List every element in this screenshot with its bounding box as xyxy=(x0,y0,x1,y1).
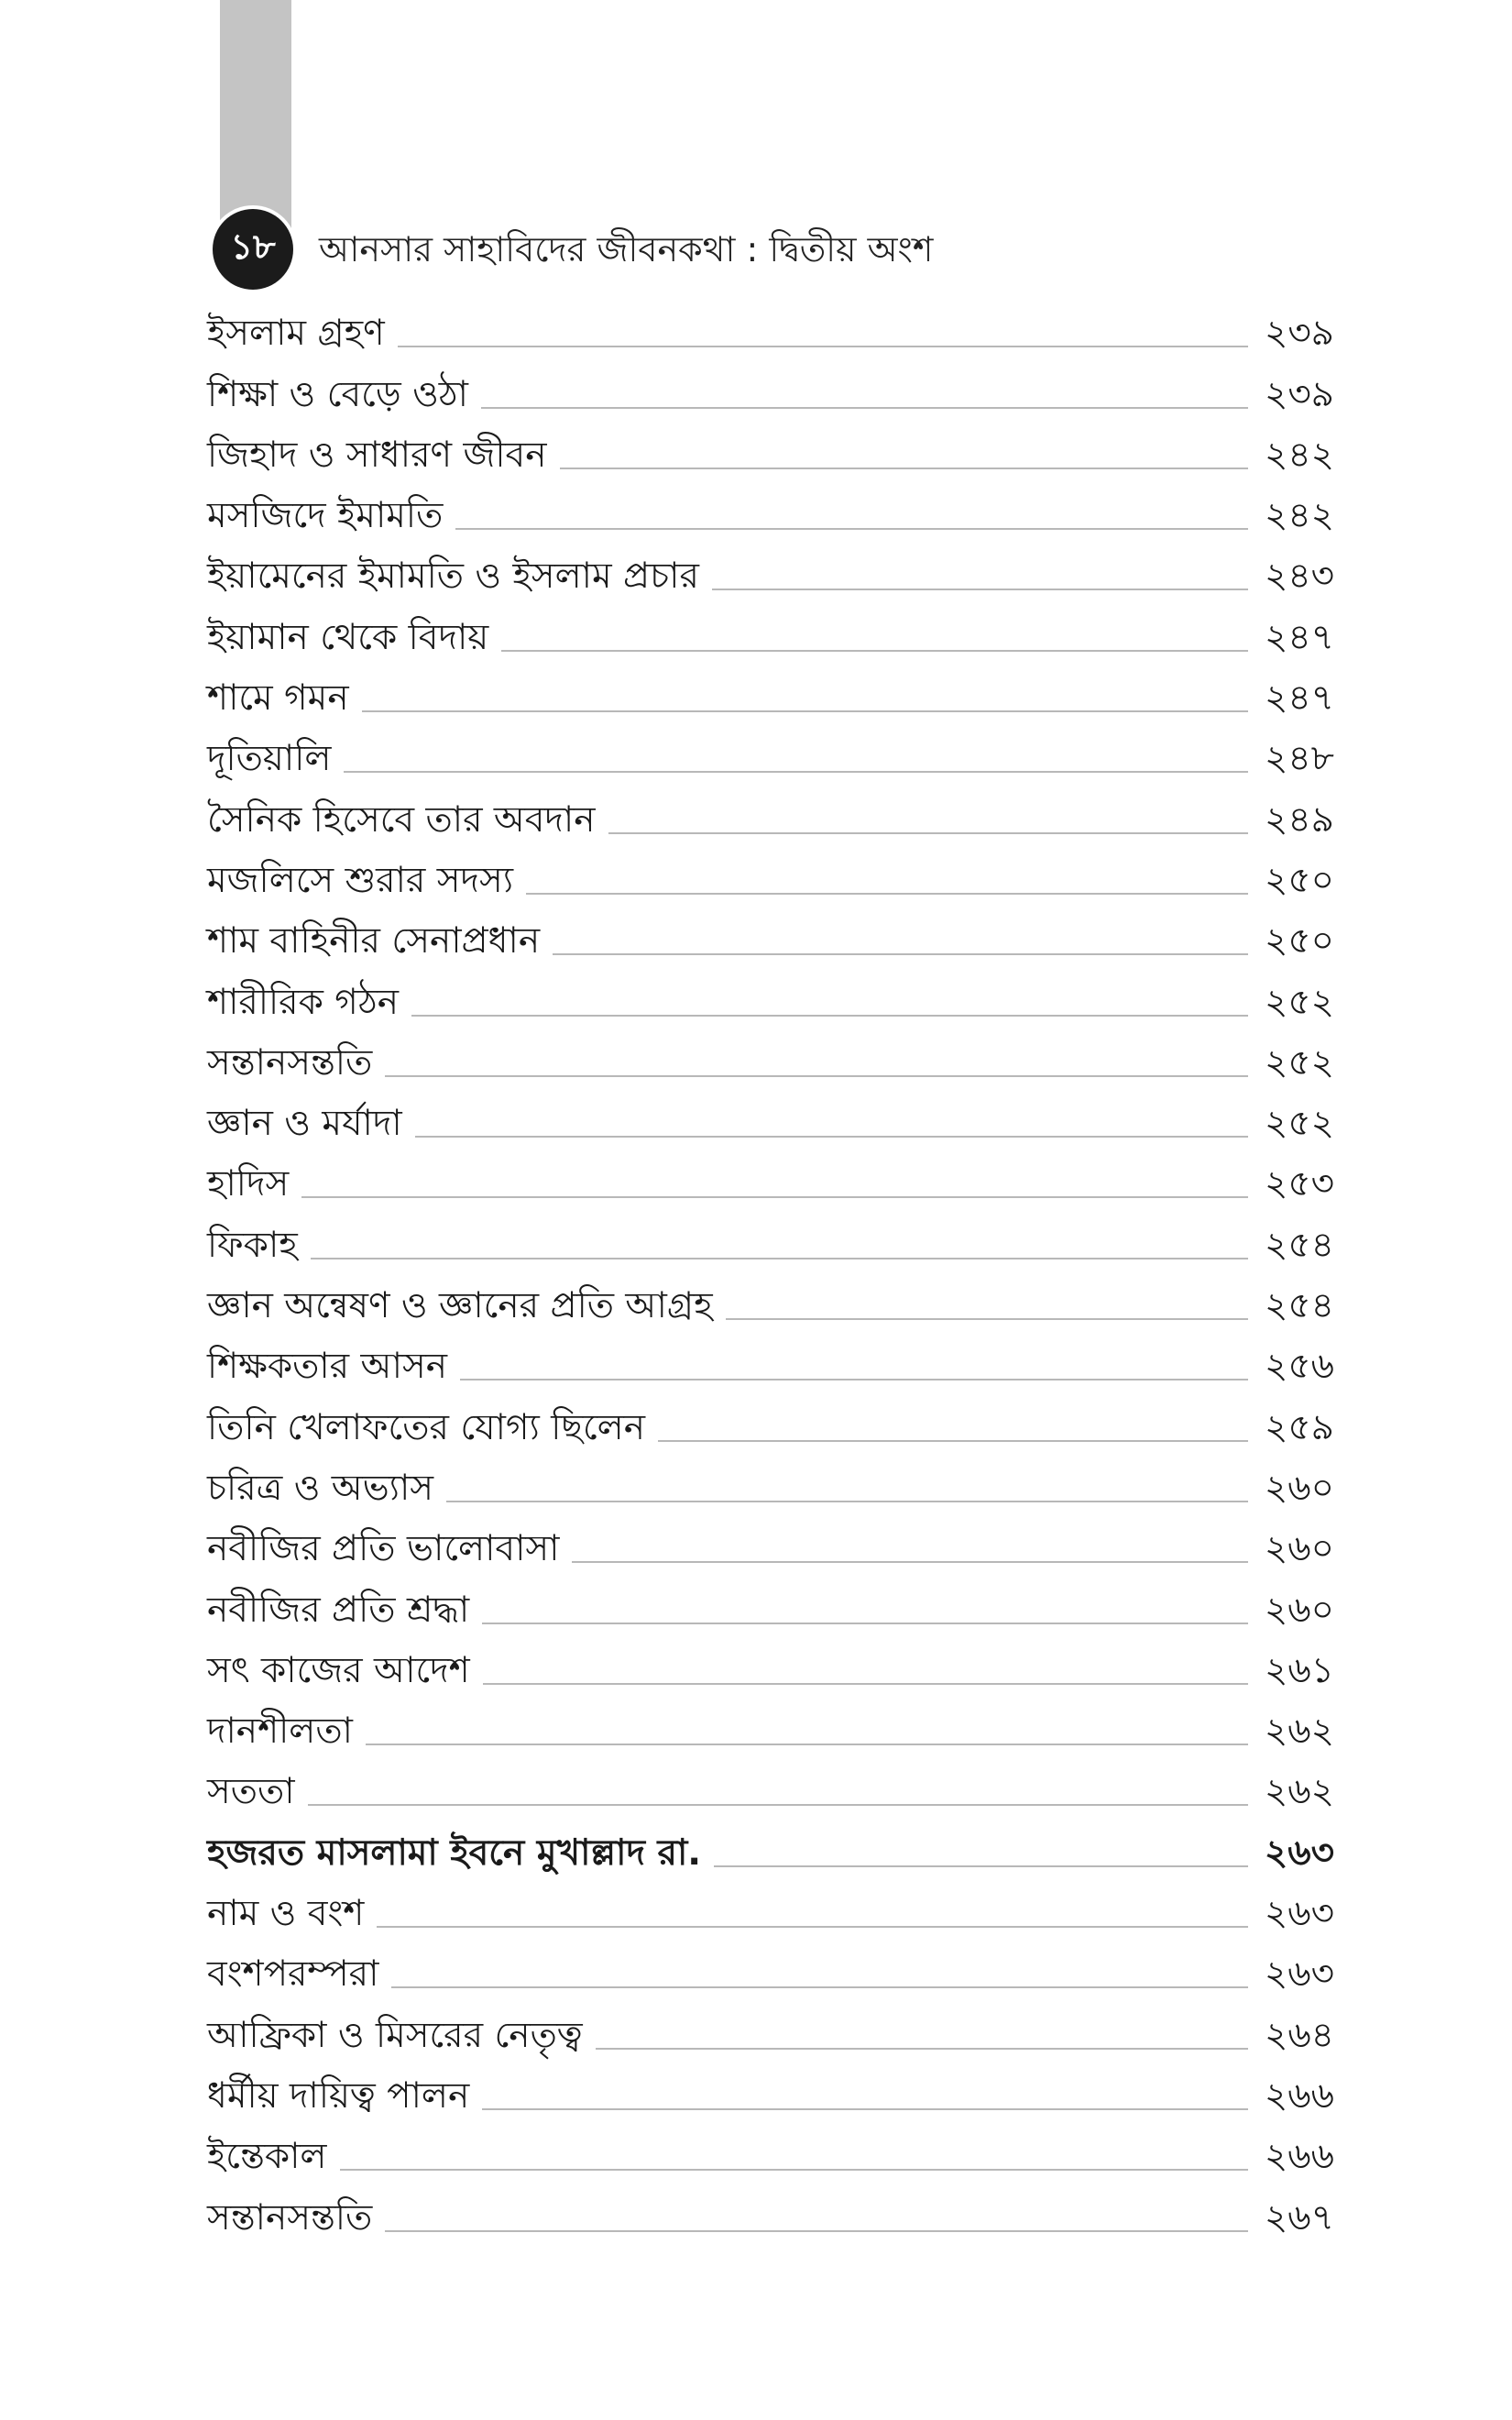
toc-entry-row[interactable] xyxy=(207,1333,1334,1393)
toc-entry-row[interactable] xyxy=(207,2123,1334,2184)
toc-entry-title: সততা xyxy=(207,1771,295,1813)
toc-leader-line xyxy=(366,1744,1248,1745)
toc-entry-title: সৎ কাজের আদেশ xyxy=(207,1649,470,1691)
toc-entry-row[interactable] xyxy=(207,1455,1334,1515)
toc-entry-row[interactable] xyxy=(207,1211,1334,1271)
toc-leader-line xyxy=(482,1622,1248,1624)
toc-leader-line xyxy=(455,528,1248,530)
toc-entry-row[interactable] xyxy=(207,2001,1334,2062)
toc-entry-page-number: ২৫০ xyxy=(1264,920,1334,962)
toc-leader-line xyxy=(608,832,1249,834)
toc-entry-title: সন্তানসন্ততি xyxy=(207,2196,373,2238)
toc-entry-title: শিক্ষকতার আসন xyxy=(207,1346,448,1388)
toc-leader-line xyxy=(483,1683,1248,1685)
toc-entry-row[interactable] xyxy=(207,1150,1334,1211)
toc-leader-line xyxy=(501,650,1248,652)
toc-entry-page-number: ২৪৯ xyxy=(1265,798,1334,841)
toc-entry-page-number: ২৫৪ xyxy=(1265,1285,1334,1327)
toc-entry-page-number: ২৬১ xyxy=(1264,1649,1334,1691)
toc-entry-row[interactable] xyxy=(207,360,1334,421)
toc-entry-page-number: ২৬৬ xyxy=(1264,2074,1334,2117)
toc-entry-title: জিহাদ ও সাধারণ জীবন xyxy=(207,434,547,476)
toc-leader-line xyxy=(411,1015,1248,1017)
toc-entry-page-number: ২৪২ xyxy=(1264,495,1334,537)
toc-entry-page-number: ২৬৩ xyxy=(1264,1953,1334,1996)
toc-entry-page-number: ২৪৩ xyxy=(1264,556,1334,598)
toc-entry-row[interactable] xyxy=(207,1880,1334,1941)
toc-entry-page-number: ২৬০ xyxy=(1264,1528,1334,1570)
toc-entry-page-number: ২৩৯ xyxy=(1264,373,1334,415)
toc-entry-title: ইন্তেকাল xyxy=(207,2136,327,2178)
toc-leader-line xyxy=(398,346,1248,347)
toc-entry-page-number: ২৬৬ xyxy=(1264,2136,1334,2178)
toc-entry-title: জ্ঞান অন্বেষণ ও জ্ঞানের প্রতি আগ্রহ xyxy=(207,1285,713,1327)
toc-entry-title: ধর্মীয় দায়িত্ব পালন xyxy=(207,2074,470,2117)
toc-entry-page-number: ২৫২ xyxy=(1264,1103,1334,1145)
toc-leader-line xyxy=(344,771,1248,773)
toc-entry-row[interactable] xyxy=(207,300,1334,360)
toc-entry-row[interactable] xyxy=(207,603,1334,664)
toc-entry-page-number: ২৪৮ xyxy=(1265,738,1334,780)
toc-entry-title: ফিকাহ xyxy=(207,1224,298,1266)
toc-leader-line xyxy=(415,1136,1248,1138)
toc-entry-title: হাদিস xyxy=(207,1163,290,1205)
toc-entry-page-number: ২৫৬ xyxy=(1264,1346,1334,1388)
toc-entry-row[interactable] xyxy=(207,847,1334,908)
toc-entry-row[interactable] xyxy=(207,1029,1334,1090)
toc-entry-title: ইয়ামান থেকে বিদায় xyxy=(207,616,489,658)
toc-leader-line xyxy=(308,1804,1248,1806)
toc-leader-line xyxy=(340,2169,1249,2171)
toc-entry-title: মজলিসে শুরার সদস্য xyxy=(207,859,514,901)
toc-entry-title: হজরত মাসলামা ইবনে মুখাল্লাদ রা. xyxy=(207,1832,702,1874)
toc-entry-title: দানশীলতা xyxy=(207,1710,353,1753)
toc-entry-page-number: ২৫৪ xyxy=(1265,1224,1334,1266)
toc-entry-row[interactable] xyxy=(207,786,1334,846)
toc-entry-page-number: ২৬৭ xyxy=(1264,2196,1334,2238)
toc-entry-title: জ্ঞান ও মর্যাদা xyxy=(207,1103,402,1145)
toc-leader-line xyxy=(714,1865,1248,1867)
toc-entry-title: ইয়ামেনের ইমামতি ও ইসলাম প্রচার xyxy=(207,556,699,598)
toc-entry-title: ইসলাম গ্রহণ xyxy=(207,313,385,355)
toc-entry-page-number: ২৫০ xyxy=(1264,859,1334,901)
toc-leader-line xyxy=(385,1075,1248,1077)
running-header-title: আনসার সাহাবিদের জীবনকথা : দ্বিতীয় অংশ xyxy=(319,229,934,270)
toc-entry-title: তিনি খেলাফতের যোগ্য ছিলেন xyxy=(207,1406,646,1448)
toc-leader-line xyxy=(572,1561,1248,1563)
toc-section-heading-row[interactable] xyxy=(207,1819,1334,1879)
toc-entry-page-number: ২৬৩ xyxy=(1264,1893,1334,1935)
toc-entry-title: আফ্রিকা ও মিসরের নেতৃত্ব xyxy=(207,2014,583,2056)
toc-entry-row[interactable] xyxy=(207,422,1334,482)
toc-entry-row[interactable] xyxy=(207,2062,1334,2123)
toc-leader-line xyxy=(385,2230,1248,2232)
toc-leader-line xyxy=(377,1926,1248,1928)
toc-entry-page-number: ২৫২ xyxy=(1264,1041,1334,1084)
toc-leader-line xyxy=(391,1986,1248,1988)
toc-entry-row[interactable] xyxy=(207,1090,1334,1150)
toc-leader-line xyxy=(658,1440,1248,1442)
toc-entry-row[interactable] xyxy=(207,1272,1334,1333)
table-of-contents xyxy=(207,300,1334,2245)
toc-entry-title: দূতিয়ালি xyxy=(207,738,332,780)
toc-entry-row[interactable] xyxy=(207,1941,1334,2001)
toc-entry-page-number: ২৪২ xyxy=(1264,434,1334,476)
toc-entry-title: বংশপরম্পরা xyxy=(207,1953,379,1996)
toc-leader-line xyxy=(526,893,1248,895)
toc-entry-row[interactable] xyxy=(207,1758,1334,1819)
toc-leader-line xyxy=(446,1501,1248,1502)
toc-leader-line xyxy=(553,953,1248,955)
toc-entry-title: শাম বাহিনীর সেনাপ্রধান xyxy=(207,920,541,962)
toc-entry-title: মসজিদে ইমামতি xyxy=(207,495,444,537)
toc-leader-line xyxy=(460,1379,1248,1380)
page-number-badge: ১৮ xyxy=(213,209,293,290)
toc-entry-title: নবীজির প্রতি ভালোবাসা xyxy=(207,1528,560,1570)
toc-entry-title: শারীরিক গঠন xyxy=(207,981,399,1023)
toc-entry-row[interactable] xyxy=(207,543,1334,603)
toc-entry-page-number: ২৫৩ xyxy=(1264,1163,1334,1205)
toc-entry-page-number: ২৪৭ xyxy=(1264,677,1334,720)
toc-entry-page-number: ২৫২ xyxy=(1264,981,1334,1023)
toc-entry-row[interactable] xyxy=(207,2184,1334,2244)
toc-entry-row[interactable] xyxy=(207,725,1334,786)
toc-entry-page-number: ২৬৪ xyxy=(1264,2014,1334,2056)
toc-entry-row[interactable] xyxy=(207,1515,1334,1576)
toc-leader-line xyxy=(712,588,1248,590)
toc-entry-row[interactable] xyxy=(207,968,1334,1028)
toc-entry-row[interactable] xyxy=(207,482,1334,543)
toc-entry-page-number: ২৬০ xyxy=(1264,1589,1334,1631)
toc-entry-title: শিক্ষা ও বেড়ে ওঠা xyxy=(207,373,468,415)
toc-entry-title: সন্তানসন্ততি xyxy=(207,1041,373,1084)
toc-leader-line xyxy=(596,2048,1248,2050)
toc-entry-row[interactable] xyxy=(207,1637,1334,1698)
toc-leader-line xyxy=(726,1318,1248,1320)
toc-entry-row[interactable] xyxy=(207,665,1334,725)
toc-entry-row[interactable] xyxy=(207,1698,1334,1758)
toc-entry-page-number: ২৬২ xyxy=(1264,1710,1334,1753)
toc-leader-line xyxy=(560,468,1248,469)
toc-entry-title: চরিত্র ও অভ্যাস xyxy=(207,1467,434,1509)
toc-entry-title: সৈনিক হিসেবে তার অবদান xyxy=(207,798,596,841)
toc-leader-line xyxy=(311,1258,1248,1260)
toc-entry-page-number: ২৬০ xyxy=(1264,1467,1334,1509)
toc-entry-title: নবীজির প্রতি শ্রদ্ধা xyxy=(207,1589,470,1631)
toc-leader-line xyxy=(482,2108,1248,2110)
toc-entry-row[interactable] xyxy=(207,1576,1334,1636)
toc-entry-row[interactable] xyxy=(207,908,1334,968)
toc-entry-row[interactable] xyxy=(207,1393,1334,1454)
toc-entry-title: নাম ও বংশ xyxy=(207,1893,365,1935)
toc-entry-page-number: ২৬৩ xyxy=(1264,1832,1334,1874)
toc-entry-page-number: ২৩৯ xyxy=(1264,313,1334,355)
toc-entry-page-number: ২৫৯ xyxy=(1265,1406,1334,1448)
toc-leader-line xyxy=(301,1196,1248,1198)
toc-entry-page-number: ২৬২ xyxy=(1264,1771,1334,1813)
toc-entry-page-number: ২৪৭ xyxy=(1264,616,1334,658)
toc-leader-line xyxy=(362,710,1248,712)
toc-entry-title: শামে গমন xyxy=(207,677,349,720)
toc-leader-line xyxy=(481,407,1248,409)
